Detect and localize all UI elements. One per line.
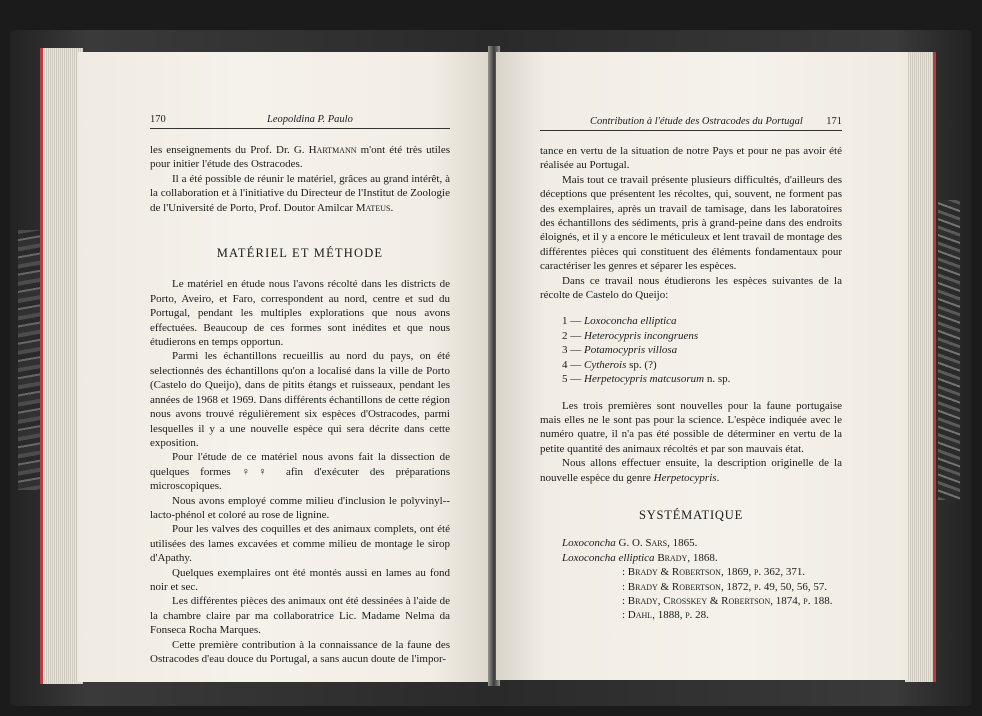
body-paragraph: Parmi les échantillons recueillis au nord du pays, on été selectionnés des échantillons qu'on a localisé dans la ville de Porto (Castelo do Queijo), dans de pitits étangs et ruisseaux, pendant les années de 1968 et 1969. Dans différents échantillons de cette région nous avons trouvé régulièrement six espèces d'Ostracodes, parmi lesquelles il y a une nouvelle espèce qui sera décrite dans cette exposition. <box>150 350 450 449</box>
thanks-paragraph: Il a été possible de réunir le matériel, grâces au grand intérêt, à la collaboration et à l'initiative du Directeur de l'Institut de Zoologie de l'Université de Porto, Prof. Doutor Amilcar Mateus. <box>150 172 450 214</box>
marbled-cover-right <box>938 200 960 500</box>
intro-paragraph: les enseignements du Prof. Dr. G. Hartmann m'ont été très utiles pour initier l'étude des Ostracodes. <box>150 144 450 171</box>
opening-paragraph: tance en vertu de la situation de notre Pays et pour ne pas avoir été réalisée au Portugal. <box>540 145 842 172</box>
left-author-name: Leopoldina P. Paulo <box>267 114 353 125</box>
difficulties-paragraph: Mais tout ce travail présente plusieurs difficultés, d'ailleurs des déceptions que présentent les récoltes, qui, souvent, ne forment pas des exemplaires, après un travail de tamisage, dans les laboratoires des échantillons des sédiments, pris à grand-peine dans des endroits éloignés, et il y a encore le méticuleux et lent travail de montage des différentes pièces qui constituent des éléments fondamentaux pour caractériser les genres et séparer les espèces. <box>540 173 842 273</box>
list-item: 4 — Cytherois sp. (?) <box>562 358 657 371</box>
left-page-number: 170 <box>150 114 166 125</box>
right-page-number: 171 <box>826 116 842 127</box>
body-paragraph: Nous avons employé comme milieu d'inclusion le polyvinyl--lacto-phénol et coloré au rose de lignine. <box>150 494 450 521</box>
synonymy-line: : Brady & Robertson, 1869, p. 362, 371. <box>622 566 806 579</box>
list-item: 1 — Loxoconcha elliptica <box>562 315 677 328</box>
body-paragraph: Le matériel en étude nous l'avons récolté dans les districts de Porto, Aveiro, et Faro, correspondent au nord, centre et sud du Portugal, pendant les multiples explorations que nous avons effectuées. Beaucoup de ces formes sont inédites et que nous étudierons en temps opportun. <box>150 278 450 349</box>
synonymy-line: : Brady & Robertson, 1872, p. 49, 50, 56, 57. <box>622 580 828 593</box>
page-edges-right <box>905 52 936 682</box>
novelty-paragraph: Les trois premières sont nouvelles pour la faune portugaise mais elles ne le sont pas pour la science. L'espèce indiquée avec le numéro quatre, il n'a pas été possible de déterminer en vertu de la petite quantité des animaux récoltés et par son mauvais état. <box>540 399 842 455</box>
synonymy-line: : Dahl, 1888, p. 28. <box>622 609 709 622</box>
genus-entry: Loxoconcha G. O. Sars, 1865. <box>562 537 698 550</box>
body-paragraph: Pour l'étude de ce matériel nous avons fait la dissection de quelques formes ♀♀ afin d'exécuter des préparations microscopiques. <box>150 451 450 493</box>
body-paragraph: Les différentes pièces des animaux ont été dessinées à l'aide de la chambre claire par ma collaboratrice Lic. Madame Nelma da Fonseca Rocha Marques. <box>150 595 450 637</box>
right-running-title: Contribution à l'étude des Ostracodes du Portugal <box>590 116 803 127</box>
species-entry: Loxoconcha elliptica Brady, 1868. <box>562 551 718 564</box>
body-paragraph: Cette première contribution à la connaissance de la faune des Ostracodes d'eau douce du Portugal, a sans aucun doute de l'impor- <box>150 638 450 665</box>
list-item: 5 — Herpetocypris matcusorum n. sp. <box>562 373 731 386</box>
species-intro-paragraph: Dans ce travail nous étudierons les espèces suivantes de la récolte de Castelo do Queijo: <box>540 274 842 302</box>
right-body-text <box>540 144 842 623</box>
materiel-methode-heading: MATÉRIEL ET MÉTHODE <box>216 246 384 261</box>
left-page <box>78 52 492 682</box>
left-running-head <box>150 114 450 129</box>
page-edges-left <box>40 48 83 684</box>
right-running-head <box>540 116 842 131</box>
body-paragraph: Pour les valves des coquilles et des animaux complets, ont été utilisées des lames excavées et comme milieu de montage le sirop d'Apathy. <box>150 523 450 565</box>
body-paragraph: Quelques exemplaires ont été montés aussi en lames au fond noir et sec. <box>150 566 450 593</box>
right-page <box>496 52 908 680</box>
marbled-cover-left <box>18 230 40 490</box>
left-body-text <box>150 143 450 666</box>
description-intro-paragraph: Nous allons effectuer ensuite, la description originelle de la nouvelle espèce du genre Herpetocypris. <box>540 457 842 484</box>
synonymy-line: : Brady, Crosskey & Robertson, 1874, p. 188. <box>622 594 833 607</box>
species-list <box>540 314 842 386</box>
systematique-heading: SYSTÉMATIQUE <box>638 507 744 522</box>
list-item: 3 — Potamocypris villosa <box>562 344 678 357</box>
list-item: 2 — Heterocypris incongruens <box>562 329 699 342</box>
